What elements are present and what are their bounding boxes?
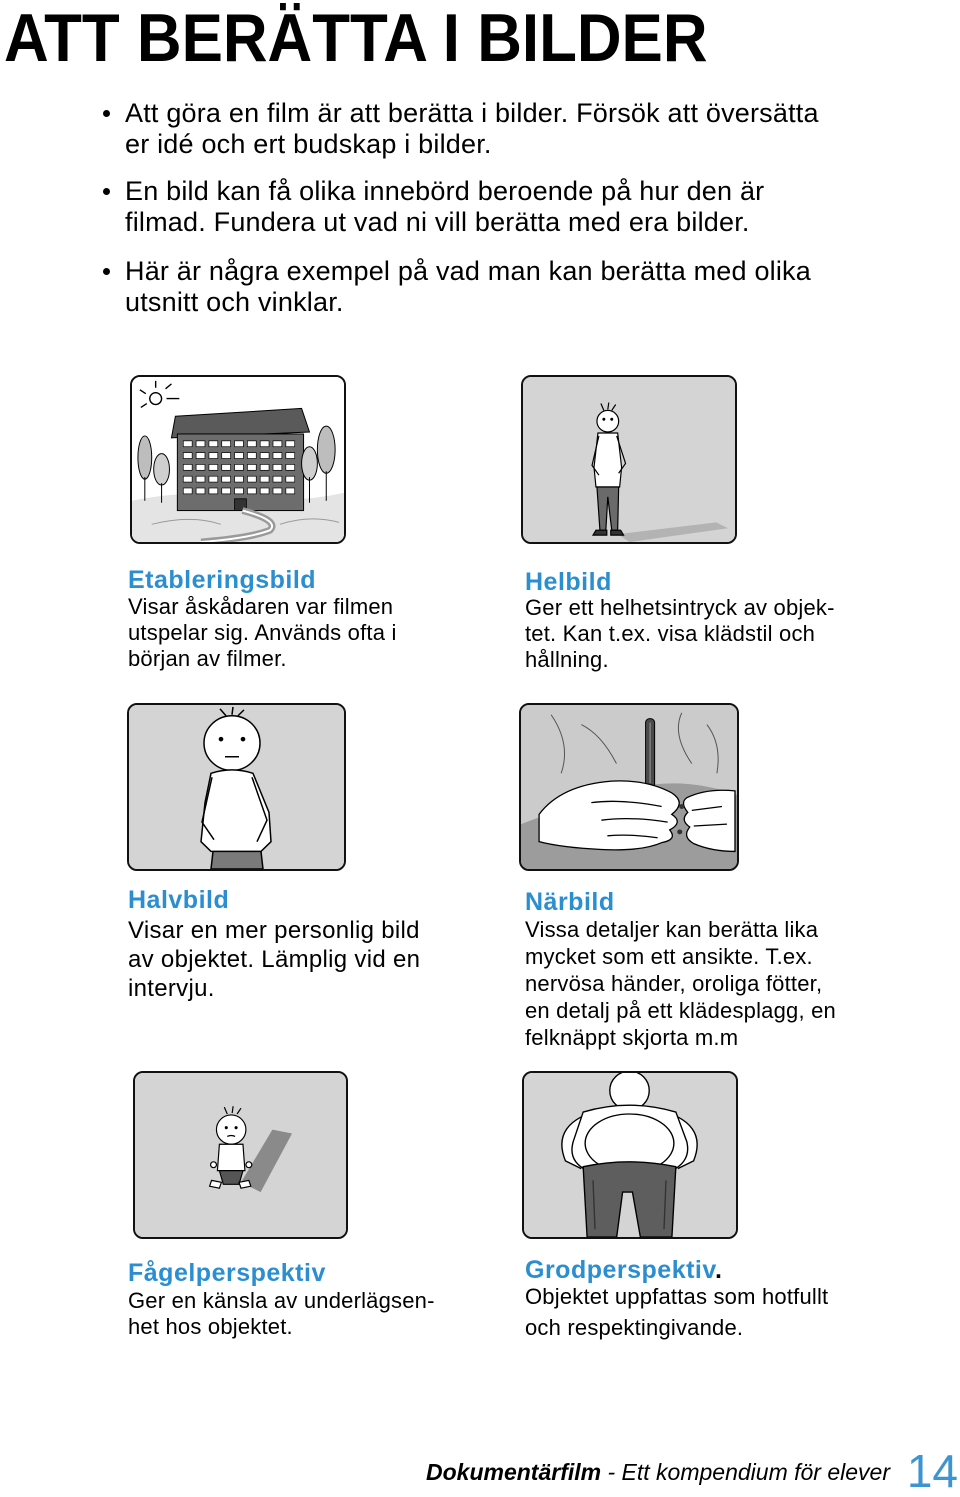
- description-line: hållning.: [525, 647, 609, 672]
- bullet-line: filmad. Fundera ut vad ni vill berätta med era bilder.: [125, 207, 750, 237]
- shot-title-period: .: [714, 1256, 723, 1284]
- footer-title: [426, 1458, 890, 1486]
- window: [222, 488, 231, 494]
- bullet-text: [125, 98, 819, 160]
- person-part: [611, 418, 613, 420]
- description-line: och respektingivande.: [525, 1315, 744, 1340]
- medium-shot-image: [127, 703, 346, 871]
- close-up-illustration: [521, 705, 737, 869]
- establishing-shot-illustration: [132, 377, 344, 542]
- person-part: [211, 1162, 217, 1168]
- full-shot-image: [521, 375, 737, 544]
- description-line: Visar åskådaren var filmen: [128, 594, 394, 619]
- window: [209, 464, 218, 470]
- description-line: mycket som ett ansikte. T.ex.: [525, 944, 813, 969]
- window: [183, 488, 192, 494]
- description-line: av objektet. Lämplig vid en: [128, 946, 421, 973]
- bullet-dot: [103, 188, 110, 195]
- shot-title-text: Grodperspektiv: [525, 1256, 715, 1284]
- description-line: en detalj på ett klädesplagg, en: [525, 998, 836, 1023]
- person-part: [241, 738, 244, 741]
- window: [196, 488, 205, 494]
- window: [260, 488, 269, 494]
- person-part: [593, 530, 607, 535]
- person-part: [611, 530, 624, 535]
- window: [209, 476, 218, 482]
- footer-title-rest: - Ett kompendium för elever: [601, 1459, 890, 1485]
- person-part: [246, 1162, 252, 1168]
- bullet-text: [125, 176, 764, 238]
- window: [273, 464, 282, 470]
- window: [235, 488, 244, 494]
- window: [286, 464, 295, 470]
- page-title: ATT BERÄTTA I BILDER: [4, 0, 708, 76]
- person-part: [204, 716, 260, 771]
- person-part: [216, 1115, 245, 1144]
- shot-description: [128, 594, 397, 672]
- shot-description: [525, 1281, 828, 1343]
- bullet-line: Att göra en film är att berätta i bilder. Försök att översätta: [125, 98, 819, 128]
- right-hand-part: [683, 790, 735, 851]
- shot-title: Fågelperspektiv: [128, 1259, 326, 1287]
- bullet-dot: [103, 110, 110, 117]
- shot-title: Etableringsbild: [128, 566, 317, 594]
- bullet-item: [100, 256, 811, 318]
- bullet-line: er idé och ert budskap i bilder.: [125, 129, 492, 159]
- window: [209, 488, 218, 494]
- medium-shot-illustration: [129, 705, 344, 869]
- frogs-eye-image: [522, 1071, 738, 1239]
- person-part: [225, 1127, 227, 1129]
- window: [247, 453, 256, 459]
- bullet-item: [100, 98, 819, 160]
- description-line: Ger en känsla av underlägsen-: [128, 1288, 435, 1313]
- window: [196, 441, 205, 447]
- bullet-line: utsnitt och vinklar.: [125, 287, 344, 317]
- window: [235, 476, 244, 482]
- window: [209, 441, 218, 447]
- shot-title: Helbild: [525, 568, 612, 596]
- window: [286, 488, 295, 494]
- full-shot-illustration: [523, 377, 735, 542]
- shot-description: [128, 1288, 435, 1340]
- shot-description: [525, 595, 835, 673]
- birds-eye-illustration: [135, 1073, 346, 1237]
- description-line: tet. Kan t.ex. visa klädstil och: [525, 621, 816, 646]
- bullet-line: Här är några exempel på vad man kan berätta med olika: [125, 256, 811, 286]
- description-line: felknäppt skjorta m.m: [525, 1025, 739, 1050]
- shot-description: [128, 916, 420, 1003]
- window: [235, 453, 244, 459]
- window: [235, 441, 244, 447]
- pen: [646, 719, 655, 789]
- window: [183, 464, 192, 470]
- window: [196, 476, 205, 482]
- window: [273, 453, 282, 459]
- description-line: nervösa händer, oroliga fötter,: [525, 971, 823, 996]
- bullet-line: En bild kan få olika innebörd beroende på hur den är: [125, 176, 765, 206]
- description-line: Objektet uppfattas som hotfullt: [525, 1284, 829, 1309]
- person-part: [217, 1144, 244, 1170]
- window: [222, 476, 231, 482]
- birds-eye-image: [133, 1071, 348, 1239]
- shot-title: Halvbild: [128, 886, 230, 914]
- shot-title: Närbild: [525, 888, 615, 916]
- window: [260, 453, 269, 459]
- trees-right-part: [317, 426, 335, 473]
- buttons-part: [677, 829, 682, 834]
- window: [222, 453, 231, 459]
- window: [286, 476, 295, 482]
- apartment-building: [171, 408, 309, 510]
- window: [222, 441, 231, 447]
- window: [247, 476, 256, 482]
- trees-right-part: [302, 447, 318, 480]
- bullet-item: [100, 176, 764, 238]
- footer-title-bold: Dokumentärfilm: [426, 1459, 602, 1485]
- description-line: Vissa detaljer kan berätta lika: [525, 917, 819, 942]
- window: [183, 441, 192, 447]
- window: [247, 441, 256, 447]
- window: [247, 488, 256, 494]
- trees-left-part: [154, 454, 170, 485]
- shot-description: [525, 916, 836, 1051]
- bullet-text: [125, 256, 811, 318]
- window: [273, 488, 282, 494]
- window: [196, 464, 205, 470]
- description-line: Visar en mer personlig bild: [128, 917, 420, 944]
- description-line: Ger ett helhetsintryck av objek-: [525, 595, 835, 620]
- buttons-part: [679, 804, 684, 809]
- person-part: [235, 1127, 237, 1129]
- window: [196, 453, 205, 459]
- right-hand: [683, 790, 735, 851]
- window: [183, 453, 192, 459]
- window: [183, 476, 192, 482]
- description-line: intervju.: [128, 975, 215, 1002]
- bullet-dot: [103, 268, 110, 275]
- close-up-image: [519, 703, 739, 871]
- trees-left-part: [138, 436, 152, 479]
- window: [286, 453, 295, 459]
- page-number: 14: [906, 1445, 958, 1497]
- window: [260, 476, 269, 482]
- window: [260, 441, 269, 447]
- person-part: [211, 851, 263, 869]
- window: [222, 464, 231, 470]
- person-part: [597, 410, 619, 432]
- shot-title: [525, 1256, 722, 1284]
- window: [247, 464, 256, 470]
- description-line: het hos objektet.: [128, 1314, 293, 1339]
- window: [286, 441, 295, 447]
- window: [273, 476, 282, 482]
- description-line: början av filmer.: [128, 646, 287, 671]
- background: [523, 377, 735, 542]
- description-line: utspelar sig. Används ofta i: [128, 620, 397, 645]
- establishing-shot-image: [130, 375, 346, 544]
- window: [273, 441, 282, 447]
- window: [235, 464, 244, 470]
- person-part: [239, 1180, 251, 1188]
- window: [260, 464, 269, 470]
- window: [209, 453, 218, 459]
- person-part: [219, 738, 222, 741]
- person-part: [210, 1180, 222, 1188]
- person-part: [603, 418, 605, 420]
- frogs-eye-illustration: [524, 1073, 736, 1237]
